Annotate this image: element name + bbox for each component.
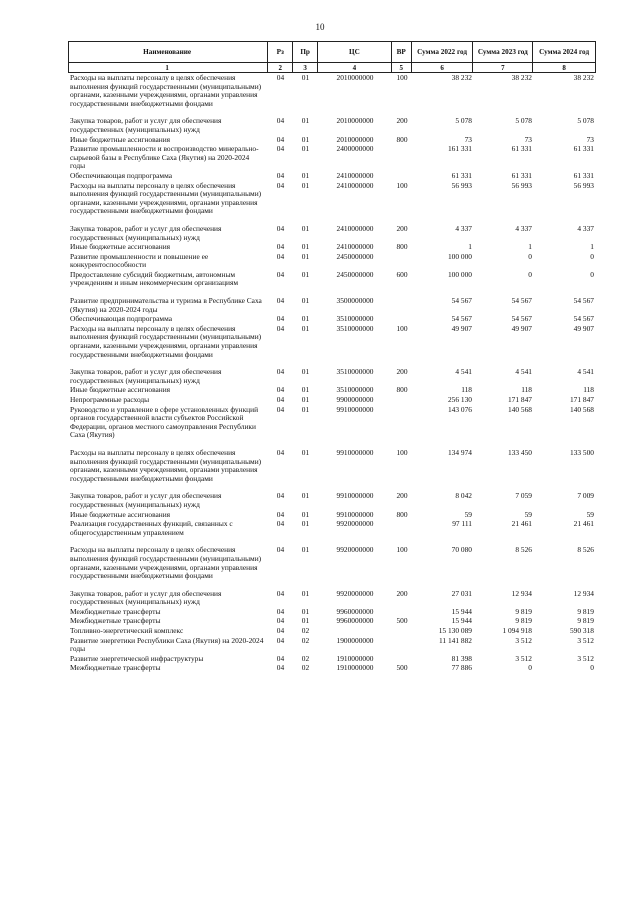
row-vr: 100 <box>396 447 408 457</box>
row-vr <box>392 253 412 270</box>
row-vr <box>392 627 412 636</box>
row-cs: 9920000000 <box>336 545 374 555</box>
row-name: Развитие промышленности и воспроизводство минерально-сырьевой базы в Республике Саха (Якутия) на 2020-2024 годы <box>70 144 259 171</box>
row-sum-2023: 56 993 <box>511 180 532 190</box>
row-vr: 100 <box>396 180 408 190</box>
row-sum-2022: 15 944 <box>451 606 472 616</box>
row-pr: 01 <box>301 367 310 377</box>
table-row <box>68 664 596 673</box>
row-sum-2022: 27 031 <box>451 588 472 598</box>
row-sum-2022: 61 331 <box>451 170 472 180</box>
row-sum-2023: 5 078 <box>515 116 532 126</box>
page-number: 10 <box>315 22 325 32</box>
row-name: Закупка товаров, работ и услуг для обеспечения государственных (муниципальных) нужд <box>70 223 222 242</box>
table-row <box>68 637 596 654</box>
row-name: Иные бюджетные ассигнования <box>70 134 171 144</box>
row-cs: 9910000000 <box>336 491 374 501</box>
row-sum-2022: 81 398 <box>451 653 472 663</box>
row-sum-2022: 56 993 <box>451 180 472 190</box>
row-cs: 9960000000 <box>336 616 374 626</box>
row-sum-2023: 61 331 <box>511 170 532 180</box>
row-sum-2024: 133 500 <box>569 447 594 457</box>
table-row <box>68 492 596 509</box>
row-sum-2024: 118 <box>583 385 594 395</box>
row-pr: 01 <box>301 509 310 519</box>
row-rz: 04 <box>276 367 285 377</box>
row-pr: 01 <box>301 323 310 333</box>
row-rz: 04 <box>276 170 285 180</box>
row-cs: 2410000000 <box>336 170 374 180</box>
header-sum-2023: Сумма 2023 год <box>473 42 533 62</box>
row-name: Развитие энергетики Республики Саха (Якутия) на 2020-2024 годы <box>70 635 264 654</box>
row-name: Межбюджетные трансферты <box>70 616 161 626</box>
row-rz: 04 <box>276 314 285 324</box>
row-vr: 800 <box>396 242 408 252</box>
row-name: Топливно-энергетический комплекс <box>70 626 184 636</box>
header-sum-2022: Сумма 2022 год <box>412 42 474 62</box>
row-sum-2022: 97 111 <box>452 519 472 529</box>
row-cs: 2410000000 <box>336 180 374 190</box>
row-vr: 100 <box>396 545 408 555</box>
row-sum-2023: 171 847 <box>507 395 532 404</box>
row-name: Расходы на выплаты персоналу в целях обеспечения выполнения функций государственными (муниципальными) органами, казенными учреждениями, органами управления государственными внебюджетными фондами <box>70 180 262 216</box>
table-row <box>68 172 596 181</box>
row-rz: 04 <box>276 491 285 501</box>
table-row <box>68 271 596 288</box>
row-vr <box>392 406 412 440</box>
row-vr: 200 <box>396 491 408 501</box>
row-vr <box>392 315 412 324</box>
row-rz: 04 <box>276 509 285 519</box>
row-rz: 04 <box>276 223 285 233</box>
row-cs: 2410000000 <box>336 242 374 252</box>
row-sum-2023: 1 <box>528 242 532 252</box>
row-cs: 3510000000 <box>336 314 374 324</box>
table-row <box>68 297 596 314</box>
row-pr: 02 <box>301 626 310 636</box>
row-sum-2024: 5 078 <box>577 116 594 126</box>
table-row <box>68 396 596 405</box>
row-vr: 800 <box>396 134 408 144</box>
row-sum-2022: 161 331 <box>447 144 472 154</box>
table-row <box>68 145 596 171</box>
row-cs: 9910000000 <box>336 404 374 414</box>
table-row <box>68 449 596 483</box>
row-sum-2024: 4 337 <box>577 223 594 233</box>
row-sum-2022: 5 078 <box>455 116 472 126</box>
row-vr <box>392 520 412 537</box>
row-rz: 04 <box>276 134 285 144</box>
row-sum-2023: 54 567 <box>511 314 532 324</box>
table-row <box>68 406 596 440</box>
row-sum-2024: 171 847 <box>569 395 594 404</box>
row-pr: 01 <box>301 180 310 190</box>
row-sum-2023: 118 <box>521 385 532 395</box>
row-sum-2023: 73 <box>524 134 532 144</box>
row-sum-2024: 4 541 <box>577 367 594 377</box>
row-rz: 04 <box>276 180 285 190</box>
row-sum-2023: 3 512 <box>515 635 532 645</box>
row-rz: 04 <box>276 626 285 636</box>
row-cs <box>318 627 392 636</box>
row-pr: 02 <box>301 663 310 673</box>
row-sum-2023: 3 512 <box>515 653 532 663</box>
row-rz: 04 <box>276 616 285 626</box>
row-sum-2022: 1 <box>468 242 472 252</box>
row-rz: 04 <box>276 653 285 663</box>
row-vr <box>392 637 412 654</box>
row-sum-2022: 4 541 <box>455 367 472 377</box>
row-rz: 04 <box>276 242 285 252</box>
row-vr: 100 <box>396 323 408 333</box>
row-cs: 1910000000 <box>336 653 374 663</box>
row-sum-2022: 11 141 882 <box>439 635 472 645</box>
row-sum-2023: 59 <box>524 509 532 519</box>
row-vr <box>392 172 412 181</box>
row-name: Руководство и управление в сфере установленных функций органов государственной власти субъектов Российской Федерации, органов местного самоуправления Республики Саха (Якутия) <box>70 404 259 440</box>
row-sum-2023: 8 526 <box>515 545 532 555</box>
row-sum-2022: 143 076 <box>447 404 472 414</box>
row-sum-2024: 1 <box>590 242 594 252</box>
row-vr: 500 <box>396 663 408 673</box>
table-row <box>68 520 596 537</box>
row-pr: 01 <box>301 296 310 306</box>
row-sum-2022: 256 130 <box>447 395 472 404</box>
row-sum-2022: 77 886 <box>451 663 472 673</box>
column-number: 7 <box>473 63 533 72</box>
row-name: Межбюджетные трансферты <box>70 663 161 673</box>
row-name: Обеспечивающая подпрограмма <box>70 170 173 180</box>
row-vr: 800 <box>396 509 408 519</box>
row-pr: 01 <box>301 116 310 126</box>
row-pr: 01 <box>301 545 310 555</box>
row-sum-2023: 140 568 <box>507 404 532 414</box>
row-sum-2023: 4 337 <box>515 223 532 233</box>
header-cs: ЦС <box>318 42 392 62</box>
row-pr: 01 <box>301 170 310 180</box>
column-number-row <box>68 63 596 73</box>
column-number: 8 <box>562 63 566 72</box>
table-row <box>68 617 596 626</box>
row-sum-2024: 9 819 <box>577 616 594 626</box>
row-cs: 2410000000 <box>336 223 374 233</box>
row-sum-2024: 49 907 <box>573 323 594 333</box>
row-sum-2022: 100 000 <box>447 269 472 279</box>
table-row <box>68 182 596 216</box>
row-sum-2024: 61 331 <box>573 144 594 154</box>
row-vr: 800 <box>396 385 408 395</box>
row-sum-2023: 7 059 <box>515 491 532 501</box>
row-cs: 9900000000 <box>336 395 374 404</box>
row-name: Закупка товаров, работ и услуг для обеспечения государственных (муниципальных) нужд <box>70 116 222 134</box>
row-cs: 2010000000 <box>336 134 374 144</box>
row-sum-2024: 9 819 <box>577 606 594 616</box>
row-pr: 01 <box>301 242 310 252</box>
row-sum-2024: 12 934 <box>573 588 594 598</box>
row-rz: 04 <box>276 269 285 279</box>
row-sum-2024: 59 <box>586 509 594 519</box>
row-sum-2024: 38 232 <box>573 73 594 82</box>
row-sum-2024: 56 993 <box>573 180 594 190</box>
row-name: Иные бюджетные ассигнования <box>70 509 171 519</box>
row-sum-2023: 49 907 <box>511 323 532 333</box>
row-sum-2024: 73 <box>586 134 594 144</box>
row-sum-2024: 7 009 <box>577 491 594 501</box>
row-cs: 9920000000 <box>336 588 374 598</box>
row-sum-2022: 100 000 <box>447 251 472 261</box>
row-sum-2024: 590 318 <box>569 626 594 636</box>
row-sum-2024: 8 526 <box>577 545 594 555</box>
row-sum-2022: 73 <box>464 134 472 144</box>
row-sum-2024: 21 461 <box>573 519 594 529</box>
row-sum-2024: 0 <box>590 663 594 673</box>
row-vr <box>392 655 412 664</box>
table-row <box>68 386 596 395</box>
row-rz: 04 <box>276 116 285 126</box>
row-pr: 01 <box>301 616 310 626</box>
row-sum-2024: 140 568 <box>569 404 594 414</box>
row-cs: 1900000000 <box>336 635 374 645</box>
row-sum-2023: 0 <box>528 269 532 279</box>
row-vr: 200 <box>396 588 408 598</box>
row-cs: 9910000000 <box>336 509 374 519</box>
row-sum-2022: 49 907 <box>451 323 472 333</box>
row-sum-2023: 61 331 <box>511 144 532 154</box>
row-rz: 04 <box>276 395 285 404</box>
row-sum-2023: 9 819 <box>515 606 532 616</box>
table-row <box>68 511 596 520</box>
row-cs: 9960000000 <box>336 606 374 616</box>
table-body <box>68 73 596 673</box>
row-cs: 9910000000 <box>336 447 374 457</box>
table-row <box>68 74 596 108</box>
row-sum-2023: 133 450 <box>507 447 532 457</box>
row-cs: 2400000000 <box>336 144 374 154</box>
row-rz: 04 <box>276 663 285 673</box>
row-cs: 1910000000 <box>336 663 374 673</box>
row-cs: 9920000000 <box>336 519 374 529</box>
row-sum-2022: 118 <box>461 385 472 395</box>
header-vr: ВР <box>392 42 412 62</box>
budget-table <box>68 41 596 674</box>
row-vr: 200 <box>396 223 408 233</box>
row-rz: 04 <box>276 519 285 529</box>
row-pr: 01 <box>301 519 310 529</box>
row-pr: 01 <box>301 588 310 598</box>
row-sum-2023: 4 541 <box>515 367 532 377</box>
header-pr: Пр <box>293 42 318 62</box>
table-header <box>68 41 596 63</box>
row-pr: 01 <box>301 447 310 457</box>
row-pr: 01 <box>301 269 310 279</box>
table-row <box>68 136 596 145</box>
row-name: Развитие промышленности и повышение ее конкурентоспособности <box>70 251 209 270</box>
row-sum-2022: 59 <box>464 509 472 519</box>
column-number: 1 <box>69 63 268 72</box>
row-vr: 500 <box>396 616 408 626</box>
row-rz: 04 <box>276 144 285 154</box>
header-sum-2024: Сумма 2024 год <box>539 48 590 56</box>
row-pr: 01 <box>301 144 310 154</box>
table-row <box>68 253 596 270</box>
row-vr: 600 <box>396 269 408 279</box>
row-sum-2024: 3 512 <box>577 653 594 663</box>
row-sum-2023: 21 461 <box>511 519 532 529</box>
row-name: Развитие энергетической инфраструктуры <box>70 653 204 663</box>
row-sum-2022: 54 567 <box>451 296 472 306</box>
row-sum-2024: 54 567 <box>573 296 594 306</box>
row-vr: 200 <box>396 116 408 126</box>
row-name: Предоставление субсидий бюджетным, автономным учреждениям и иным некоммерческим организациям <box>70 269 239 288</box>
row-rz: 04 <box>276 73 285 82</box>
row-sum-2022: 54 567 <box>451 314 472 324</box>
row-pr: 01 <box>301 73 310 82</box>
table-row <box>68 315 596 324</box>
row-sum-2024: 54 567 <box>573 314 594 324</box>
row-name: Межбюджетные трансферты <box>70 606 161 616</box>
row-cs: 2450000000 <box>336 251 374 261</box>
row-sum-2023: 54 567 <box>511 296 532 306</box>
row-name: Закупка товаров, работ и услуг для обеспечения государственных (муниципальных) нужд <box>70 367 222 385</box>
row-name: Расходы на выплаты персоналу в целях обеспечения выполнения функций государственными (муниципальными) органами, казенными учреждениями, органами управления государственными внебюджетными фондами <box>70 323 262 359</box>
row-sum-2024: 61 331 <box>573 170 594 180</box>
row-pr: 01 <box>301 395 310 404</box>
row-rz: 04 <box>276 296 285 306</box>
row-name: Обеспечивающая подпрограмма <box>70 314 173 324</box>
table-row <box>68 117 596 134</box>
column-number: 5 <box>392 63 412 72</box>
table-row <box>68 608 596 617</box>
row-name: Иные бюджетные ассигнования <box>70 242 171 252</box>
row-name: Расходы на выплаты персоналу в целях обеспечения выполнения функций государственными (муниципальными) органами, казенными учреждениями, органами управления государственными внебюджетными фондами <box>70 447 262 483</box>
table-row <box>68 655 596 664</box>
row-vr <box>392 145 412 171</box>
row-rz: 04 <box>276 606 285 616</box>
column-number: 6 <box>412 63 474 72</box>
row-rz: 04 <box>276 251 285 261</box>
row-pr: 02 <box>301 635 310 645</box>
row-name: Расходы на выплаты персоналу в целях обеспечения выполнения функций государственными (муниципальными) органами, казенными учреждениями, органами управления государственными внебюджетными фондами <box>70 73 262 108</box>
table-row <box>68 368 596 385</box>
row-cs: 2010000000 <box>336 116 374 126</box>
row-cs: 3500000000 <box>336 296 374 306</box>
row-cs: 2010000000 <box>336 73 374 82</box>
row-cs: 2450000000 <box>336 269 374 279</box>
row-sum-2023: 0 <box>528 251 532 261</box>
row-vr <box>392 396 412 405</box>
table-row <box>68 627 596 636</box>
row-sum-2022: 15 130 089 <box>438 626 472 636</box>
row-name: Закупка товаров, работ и услуг для обеспечения государственных (муниципальных) нужд <box>70 588 222 607</box>
row-rz: 04 <box>276 385 285 395</box>
row-rz: 04 <box>276 323 285 333</box>
row-name: Иные бюджетные ассигнования <box>70 385 171 395</box>
row-rz: 04 <box>276 545 285 555</box>
row-cs: 3510000000 <box>336 367 374 377</box>
row-sum-2023: 38 232 <box>511 73 532 82</box>
row-rz: 04 <box>276 404 285 414</box>
row-pr: 01 <box>301 314 310 324</box>
row-sum-2023: 0 <box>528 663 532 673</box>
row-pr: 02 <box>301 653 310 663</box>
row-vr: 100 <box>396 73 408 82</box>
table-row <box>68 243 596 252</box>
row-pr: 01 <box>301 385 310 395</box>
row-sum-2023: 1 094 918 <box>502 626 532 636</box>
header-name: Наименование <box>69 42 268 62</box>
row-sum-2024: 0 <box>590 269 594 279</box>
row-sum-2023: 9 819 <box>515 616 532 626</box>
row-rz: 04 <box>276 635 285 645</box>
row-sum-2022: 15 944 <box>451 616 472 626</box>
table-row <box>68 225 596 242</box>
row-vr <box>392 297 412 314</box>
row-sum-2022: 134 974 <box>447 447 472 457</box>
row-sum-2022: 38 232 <box>451 73 472 82</box>
row-pr: 01 <box>301 134 310 144</box>
row-sum-2024: 3 512 <box>577 635 594 645</box>
row-pr: 01 <box>301 251 310 261</box>
table-row <box>68 590 596 607</box>
row-vr: 200 <box>396 367 408 377</box>
row-sum-2022: 8 042 <box>455 491 472 501</box>
row-pr: 01 <box>301 491 310 501</box>
row-pr: 01 <box>301 223 310 233</box>
table-row <box>68 325 596 359</box>
row-sum-2023: 12 934 <box>511 588 532 598</box>
table-row <box>68 546 596 580</box>
row-cs: 3510000000 <box>336 385 374 395</box>
row-name: Непрограммные расходы <box>70 395 150 404</box>
row-name: Реализация государственных функций, связанных с общегосударственным управлением <box>70 519 233 537</box>
row-sum-2022: 70 080 <box>451 545 472 555</box>
column-number: 3 <box>293 63 318 72</box>
row-pr: 01 <box>301 606 310 616</box>
row-rz: 04 <box>276 447 285 457</box>
row-pr: 01 <box>301 404 310 414</box>
row-vr <box>392 608 412 617</box>
column-number: 2 <box>268 63 293 72</box>
row-rz: 04 <box>276 588 285 598</box>
row-sum-2022: 4 337 <box>455 223 472 233</box>
header-rz: Рз <box>268 42 293 62</box>
row-name: Расходы на выплаты персоналу в целях обеспечения выполнения функций государственными (муниципальными) органами, казенными учреждениями, органами управления государственными внебюджетными фондами <box>70 545 262 581</box>
row-name: Развитие предпринимательства и туризма в Республике Саха (Якутия) на 2020-2024 годы <box>70 296 262 314</box>
row-name: Закупка товаров, работ и услуг для обеспечения государственных (муниципальных) нужд <box>70 491 222 509</box>
row-cs: 3510000000 <box>336 323 374 333</box>
row-sum-2024: 0 <box>590 251 594 261</box>
column-number: 4 <box>318 63 392 72</box>
